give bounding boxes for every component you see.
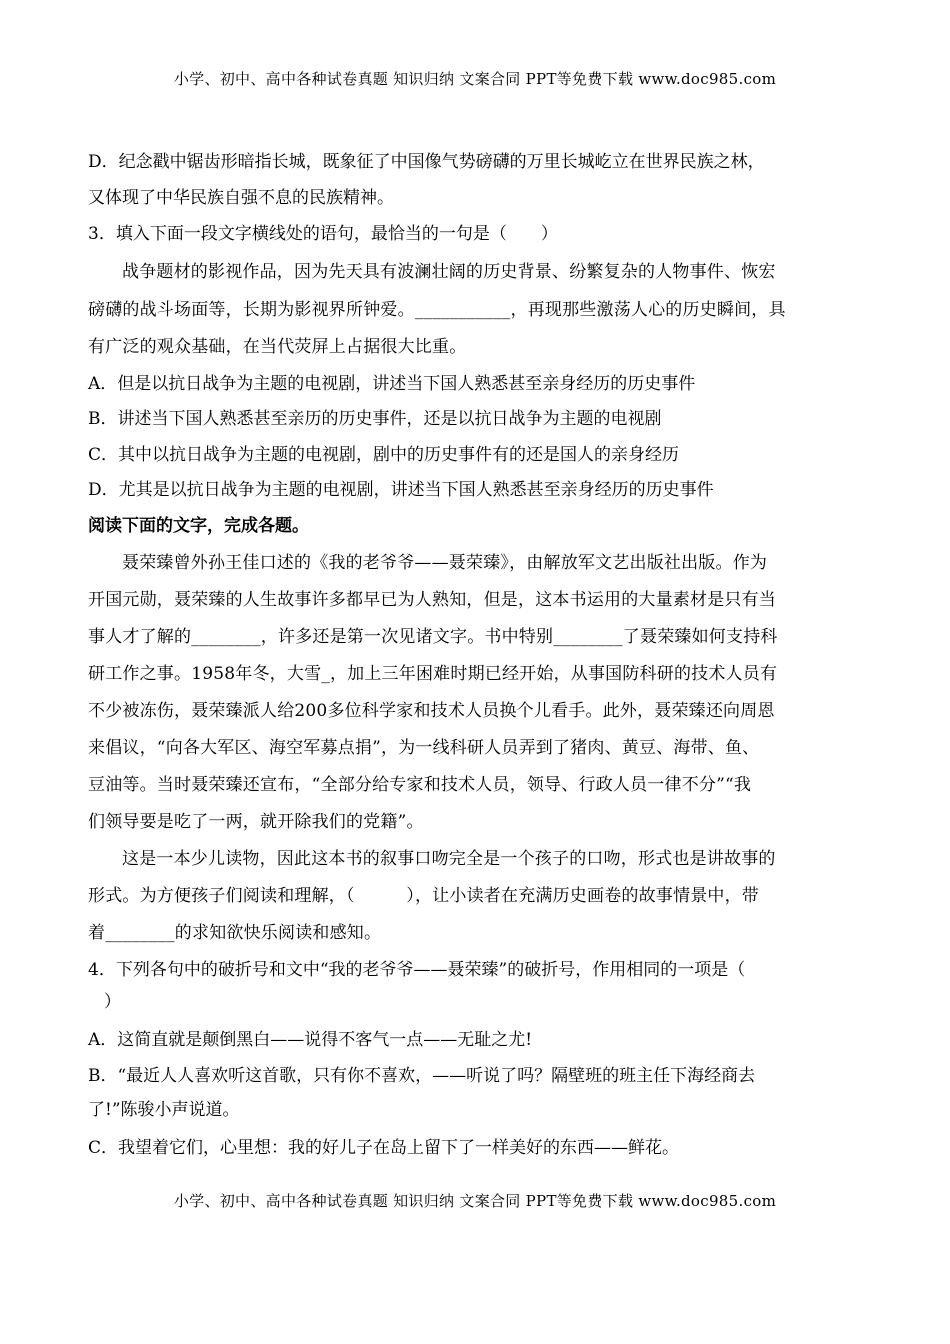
q3-option-c: C．其中以抗日战争为主题的电视剧，剧中的历史事件有的还是国人的亲身经历: [88, 445, 680, 465]
question-4-stem-end: ）: [104, 992, 121, 1012]
option-d-line2: 又体现了中华民族自强不息的民族精神。: [88, 188, 394, 208]
question-3-stem: 3．填入下面一段文字横线处的语句，最恰当的一句是（ ）: [88, 224, 558, 244]
passage-line1: 聂荣臻曾外孙王佳口述的《我的老爷爷——聂荣臻》，由解放军文艺出版社出版。作为: [122, 553, 768, 573]
passage-line3: 事人才了解的________，许多还是第一次见诸文字。书中特别________了聂荣臻如何支持科: [88, 627, 778, 647]
q3-passage-line2: 磅礴的战斗场面等，长期为影视界所钟爱。___________，再现那些激荡人心的历史瞬间，具: [88, 300, 786, 320]
q3-option-d: D．尤其是以抗日战争为主题的电视剧，讲述当下国人熟悉甚至亲身经历的历史事件: [88, 480, 714, 500]
page-header: 小学、初中、高中各种试卷真题 知识归纳 文案合同 PPT等免费下载 www.doc985.com: [173, 70, 777, 88]
passage-line8: 们领导要是吃了一两，就开除我们的党籍”。: [88, 812, 424, 832]
q3-passage-line3: 有广泛的观众基础，在当代荧屏上占据很大比重。: [88, 337, 467, 357]
passage-line6: 来倡议，“向各大军区、海空军募点捐”，为一线科研人员弄到了猪肉、黄豆、海带、鱼、: [88, 738, 760, 758]
passage-line10: 形式。为方便孩子们阅读和理解，（ ），让小读者在充满历史画卷的故事情景中，带: [88, 886, 759, 906]
passage-line11: 着________的求知欲快乐阅读和感知。: [88, 923, 382, 943]
page-footer: 小学、初中、高中各种试卷真题 知识归纳 文案合同 PPT等免费下载 www.doc985.com: [173, 1192, 777, 1210]
q4-option-b-line1: B．“最近人人喜欢听这首歌，只有你不喜欢，——听说了吗？隔壁班的班主任下海经商去: [88, 1066, 756, 1086]
passage-line2: 开国元勋，聂荣臻的人生故事许多都早已为人熟知，但是，这本书运用的大量素材是只有当: [88, 590, 776, 610]
passage-line5: 不少被冻伤，聂荣臻派人给200多位科学家和技术人员换个儿看手。此外，聂荣臻还向周恩: [88, 701, 775, 721]
q3-passage-line1: 战争题材的影视作品，因为先天具有波澜壮阔的历史背景、纷繁复杂的人物事件、恢宏: [122, 262, 776, 282]
section-heading: 阅读下面的文字，完成各题。: [88, 516, 309, 536]
q4-option-b-line2: 了!”陈骏小声说道。: [88, 1100, 240, 1120]
q3-option-a: A．但是以抗日战争为主题的电视剧，讲述当下国人熟悉甚至亲身经历的历史事件: [88, 374, 696, 394]
passage-line9: 这是一本少儿读物，因此这本书的叙事口吻完全是一个孩子的口吻，形式也是讲故事的: [122, 849, 776, 869]
q3-option-b: B．讲述当下国人熟悉甚至亲历的历史事件，还是以抗日战争为主题的电视剧: [88, 409, 662, 429]
q4-option-c: C．我望着它们，心里想：我的好儿子在岛上留下了一样美好的东西——鲜花。: [88, 1138, 680, 1158]
passage-line4: 研工作之事。1958年冬，大雪_，加上三年困难时期已经开始，从事国防科研的技术人员有: [88, 664, 778, 684]
passage-line7: 豆油等。当时聂荣臻还宣布，“全部分给专家和技术人员，领导、行政人员一律不分”“我: [88, 775, 752, 795]
option-d-line1: D．纪念戳中锯齿形暗指长城，既象征了中国像气势磅礴的万里长城屹立在世界民族之林，: [88, 152, 765, 172]
question-4-stem: 4．下列各句中的破折号和文中“我的老爷爷——聂荣臻”的破折号，作用相同的一项是（: [88, 960, 746, 980]
q4-option-a: A．这简直就是颠倒黑白——说得不客气一点——无耻之尤!: [88, 1030, 533, 1050]
